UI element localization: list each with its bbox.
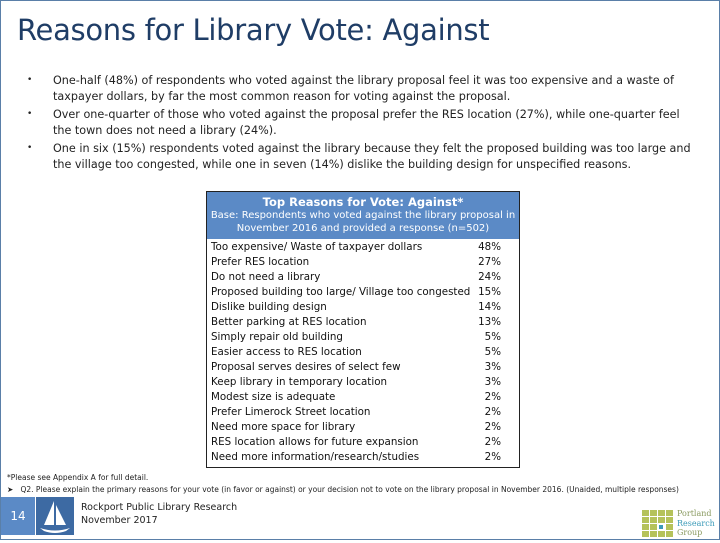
bullet-text: One-half (48%) of respondents who voted against the library proposal feel it was too expensive and a waste of taxpayer dollars, by far the most common reason for voting against the proposal. — [53, 74, 674, 103]
reason-label: Better parking at RES location — [211, 316, 367, 328]
reason-label: Need more space for library — [211, 421, 356, 433]
table-row — [211, 345, 515, 360]
reason-label: Prefer RES location — [211, 256, 310, 268]
reason-percent: 2% — [484, 451, 501, 463]
bullet-list — [27, 73, 697, 175]
bullet-item — [27, 73, 697, 104]
sailboat-logo-icon — [36, 497, 74, 535]
table-row — [211, 240, 515, 255]
bullet-icon: • — [27, 75, 33, 85]
logo-line: Portland — [677, 509, 712, 518]
page-title: Reasons for Library Vote: Against — [17, 13, 490, 47]
reason-percent: 5% — [484, 331, 501, 343]
table-row — [211, 405, 515, 420]
table-row — [211, 270, 515, 285]
reason-percent: 27% — [478, 256, 501, 268]
table-body — [207, 239, 519, 467]
table-heading: Top Reasons for Vote: Against* — [262, 195, 464, 209]
table-base: Base: Respondents who voted against the library proposal in November 2016 and provided a response (n=502) — [210, 210, 516, 234]
table-row — [211, 420, 515, 435]
reason-label: Simply repair old building — [211, 331, 343, 343]
reason-percent: 3% — [484, 376, 501, 388]
table-header — [207, 192, 519, 239]
table-row — [211, 315, 515, 330]
reason-label: Too expensive/ Waste of taxpayer dollars — [211, 241, 423, 253]
reason-percent: 5% — [484, 346, 501, 358]
bullet-text: One in six (15%) respondents voted against the library because they felt the proposed building was too large and the village too congested, while one in seven (14%) dislike the building design for unspecified reasons. — [53, 142, 691, 171]
table-row — [211, 450, 515, 465]
bullet-icon: • — [27, 143, 33, 153]
reason-label: Easier access to RES location — [211, 346, 362, 358]
reason-percent: 2% — [484, 421, 501, 433]
footnote: *Please see Appendix A for full detail. — [7, 473, 149, 482]
reason-label: Modest size is adequate — [211, 391, 336, 403]
table-row — [211, 330, 515, 345]
reason-percent: 14% — [478, 301, 501, 313]
bullet-icon: • — [27, 109, 33, 119]
reason-label: Do not need a library — [211, 271, 321, 283]
table-row — [211, 255, 515, 270]
bullet-text: Over one-quarter of those who voted against the proposal prefer the RES location (27%), while one-quarter feel the town does not need a library (24%). — [53, 108, 680, 137]
bullet-item — [27, 141, 697, 172]
reasons-table — [206, 191, 520, 468]
bullet-item — [27, 107, 697, 138]
page-number: 14 — [1, 497, 35, 535]
report-date: November 2017 — [81, 515, 158, 526]
org-name: Rockport Public Library Research — [81, 502, 238, 513]
reason-label: Proposal serves desires of select few — [211, 361, 401, 373]
reason-percent: 2% — [484, 391, 501, 403]
reason-percent: 24% — [478, 271, 501, 283]
portland-research-logo-icon — [641, 509, 675, 543]
reason-percent: 15% — [478, 286, 501, 298]
arrow-icon: ➤ — [7, 485, 21, 494]
reason-percent: 3% — [484, 361, 501, 373]
reason-label: Keep library in temporary location — [211, 376, 388, 388]
reason-percent: 2% — [484, 436, 501, 448]
table-row — [211, 285, 515, 300]
reason-percent: 13% — [478, 316, 501, 328]
table-row — [211, 435, 515, 450]
reason-percent: 2% — [484, 406, 501, 418]
table-row — [211, 360, 515, 375]
reason-label: RES location allows for future expansion — [211, 436, 419, 448]
question-note — [7, 485, 679, 494]
table-row — [211, 390, 515, 405]
footer-org — [81, 501, 237, 527]
reason-percent: 48% — [478, 241, 501, 253]
reason-label: Prefer Limerock Street location — [211, 406, 371, 418]
table-row — [211, 300, 515, 315]
logo-line: Group — [677, 528, 703, 537]
logo-text — [677, 509, 715, 538]
reason-label: Need more information/research/studies — [211, 451, 420, 463]
question-text: Q2. Please explain the primary reasons for your vote (in favor or against) or your decision not to vote on the library proposal in November 2016. (Unaided, multiple responses) — [20, 485, 679, 494]
reason-label: Dislike building design — [211, 301, 327, 313]
table-row — [211, 375, 515, 390]
logo-line: Research — [677, 518, 715, 528]
reason-label: Proposed building too large/ Village too congested — [211, 286, 471, 298]
